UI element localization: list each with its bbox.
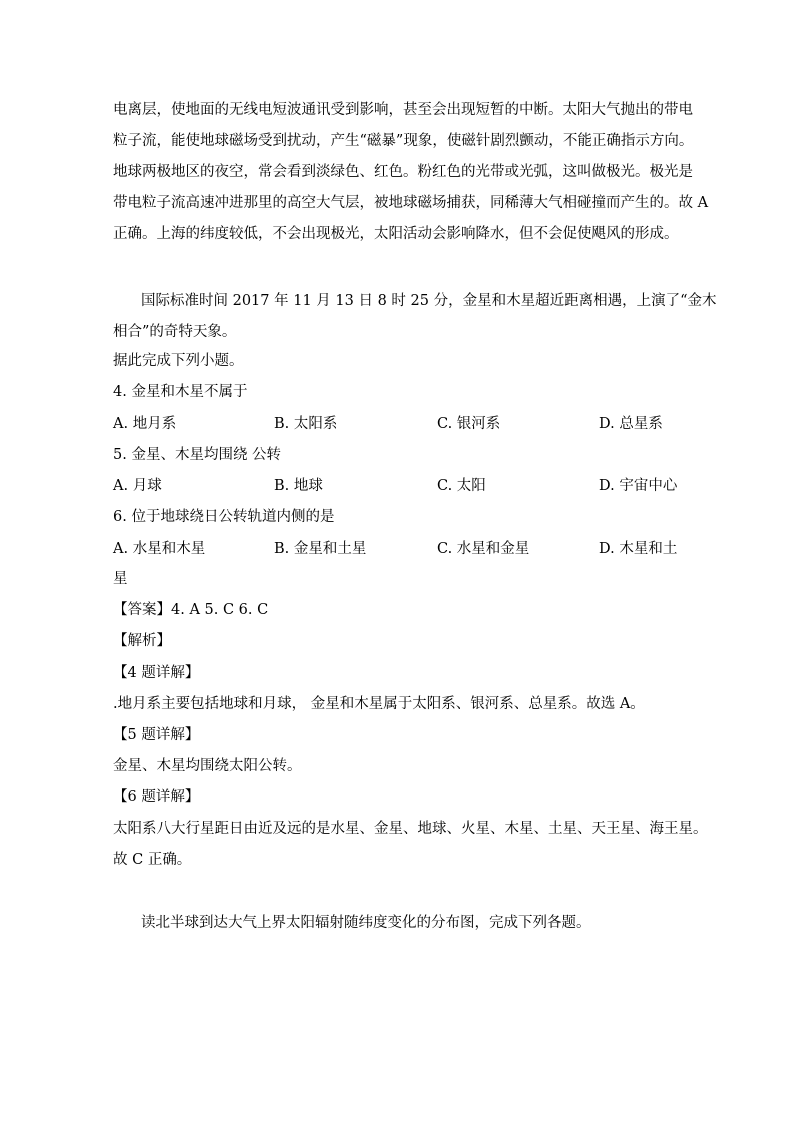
- explanation-line-3: 地球两极地区的夜空，常会看到淡绿色、红色。粉红色的光带或光弧，这叫做极光。极光是: [113, 164, 693, 180]
- q6-option-b: B. 金星和土星: [274, 541, 367, 557]
- q4-option-a: A. 地月系: [113, 416, 177, 432]
- explanation-line-4: 带电粒子流高速冲进那里的高空大气层，被地球磁场捕获，同稀薄大气相碰撞而产生的。故 A: [113, 195, 709, 211]
- analysis-heading: 【解析】: [113, 633, 171, 649]
- q5-option-c: C. 太阳: [437, 478, 486, 494]
- question-5-options: [113, 476, 693, 496]
- q5-option-b: B. 地球: [274, 478, 323, 494]
- q4-option-d: D. 总星系: [599, 416, 663, 432]
- detail-6-text-1: 太阳系八大行星距日由近及远的是水星、金星、地球、火星、木星、土星、天王星、海王星。: [113, 821, 708, 837]
- q6-option-a: A. 水星和木星: [113, 541, 206, 557]
- q5-option-a: A. 月球: [113, 478, 162, 494]
- detail-6-text-2: 故 C 正确。: [113, 852, 192, 868]
- q6-option-d: D. 木星和土: [599, 541, 678, 557]
- passage-line-1: 国际标准时间 2017 年 11 月 13 日 8 时 25 分，金星和木星超近距离相遇，上演了“金木: [141, 293, 717, 309]
- detail-5-heading: 【5 题详解】: [113, 727, 200, 743]
- next-passage: 读北半球到达大气上界太阳辐射随纬度变化的分布图，完成下列各题。: [141, 915, 591, 931]
- question-4-options: [113, 414, 693, 434]
- question-5-stem: 5. 金星、木星均围绕 公转: [113, 447, 282, 463]
- q4-option-b: B. 太阳系: [274, 416, 338, 432]
- q6-option-d-wrap: 星: [113, 571, 128, 587]
- question-6-stem: 6. 位于地球绕日公转轨道内侧的是: [113, 509, 335, 525]
- explanation-line-5: 正确。上海的纬度较低，不会出现极光，太阳活动会影响降水，但不会促使飓风的形成。: [113, 226, 679, 242]
- explanation-line-1: 电离层，使地面的无线电短波通讯受到影响，甚至会出现短暂的中断。太阳大气抛出的带电: [113, 102, 693, 118]
- question-6-options: [113, 539, 693, 559]
- detail-5-text: 金星、木星均围绕太阳公转。: [113, 758, 302, 774]
- q4-option-c: C. 银河系: [437, 416, 501, 432]
- question-4-stem: 4. 金星和木星不属于: [113, 384, 248, 400]
- q6-option-c: C. 水星和金星: [437, 541, 530, 557]
- passage-line-2: 相合”的奇特天象。: [113, 324, 237, 340]
- passage-instruction: 据此完成下列小题。: [113, 353, 244, 369]
- explanation-line-2: 粒子流，能使地球磁场受到扰动，产生“磁暴”现象，使磁针剧烈颤动，不能正确指示方向。: [113, 133, 694, 149]
- q5-option-d: D. 宇宙中心: [599, 478, 678, 494]
- answer-line: 【答案】4. A 5. C 6. C: [113, 602, 269, 618]
- detail-6-heading: 【6 题详解】: [113, 789, 200, 805]
- detail-4-text: .地月系主要包括地球和月球， 金星和木星属于太阳系、银河系、总星系。故选 A。: [113, 696, 645, 712]
- detail-4-heading: 【4 题详解】: [113, 665, 200, 681]
